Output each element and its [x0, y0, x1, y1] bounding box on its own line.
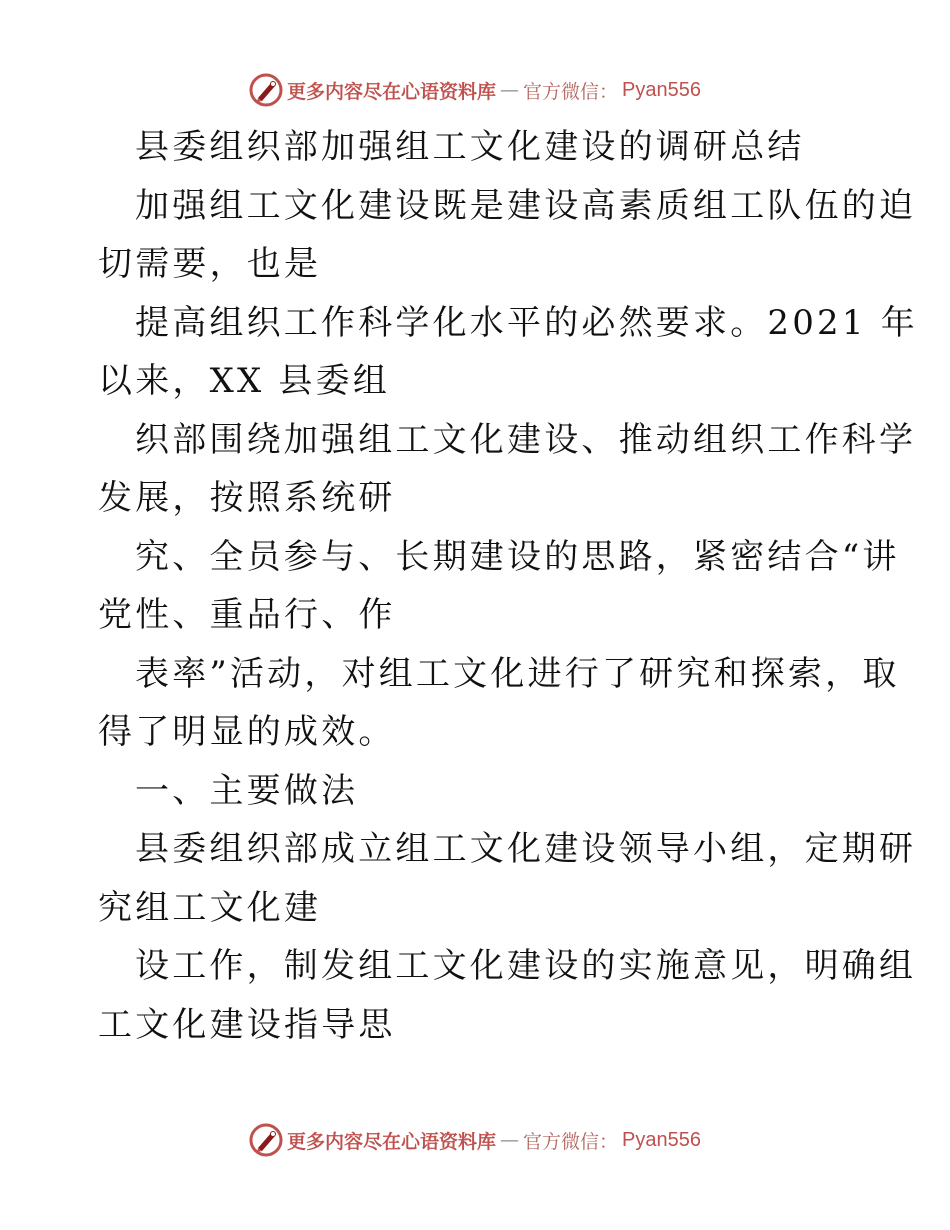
watermark-text: 更多内容尽在心语资料库	[287, 1130, 497, 1153]
pen-logo-icon	[249, 73, 283, 107]
watermark-wechat-label: 官方微信：	[523, 80, 619, 103]
paragraph-line: 设工作，制发组工文化建设的实施意见，明确组	[135, 946, 917, 986]
paragraph-line: 加强组工文化建设既是建设高素质组工队伍的迫	[135, 185, 917, 226]
paragraph-line: 织部围绕加强组工文化建设、推动组织工作科学	[135, 419, 917, 460]
watermark-wechat-id: Pyan556	[622, 1128, 701, 1151]
paragraph-line: 党性、重品行、作	[98, 595, 396, 635]
watermark-banner-top	[0, 72, 950, 108]
paragraph-line: 切需要，也是	[98, 244, 322, 284]
paragraph-line: 究、全员参与、长期建设的思路，紧密结合“讲	[135, 536, 900, 577]
paragraph-line: 以来，XX 县委组	[98, 361, 391, 401]
pen-logo-icon	[249, 1123, 283, 1157]
watermark-text: 更多内容尽在心语资料库	[287, 80, 497, 103]
watermark-banner-bottom	[0, 1122, 950, 1158]
document-title: 县委组织部加强组工文化建设的调研总结	[135, 127, 805, 167]
paragraph-line: 工文化建设指导思	[98, 1004, 396, 1045]
section-heading: 一、主要做法	[135, 770, 359, 811]
paragraph-line: 发展，按照系统研	[98, 478, 396, 518]
watermark-separator: —	[500, 1129, 520, 1151]
paragraph-line: 县委组织部成立组工文化建设领导小组，定期研	[135, 829, 917, 869]
watermark-wechat-id: Pyan556	[622, 78, 701, 101]
paragraph-line: 表率”活动，对组工文化进行了研究和探索，取	[135, 653, 900, 694]
document-body	[98, 118, 918, 1054]
paragraph-line: 得了明显的成效。	[98, 712, 396, 752]
watermark-wechat-label: 官方微信：	[523, 1130, 619, 1153]
watermark-separator: —	[500, 79, 520, 101]
paragraph-line: 究组工文化建	[98, 887, 322, 928]
paragraph-line: 提高组织工作科学化水平的必然要求。2021 年	[135, 302, 918, 343]
